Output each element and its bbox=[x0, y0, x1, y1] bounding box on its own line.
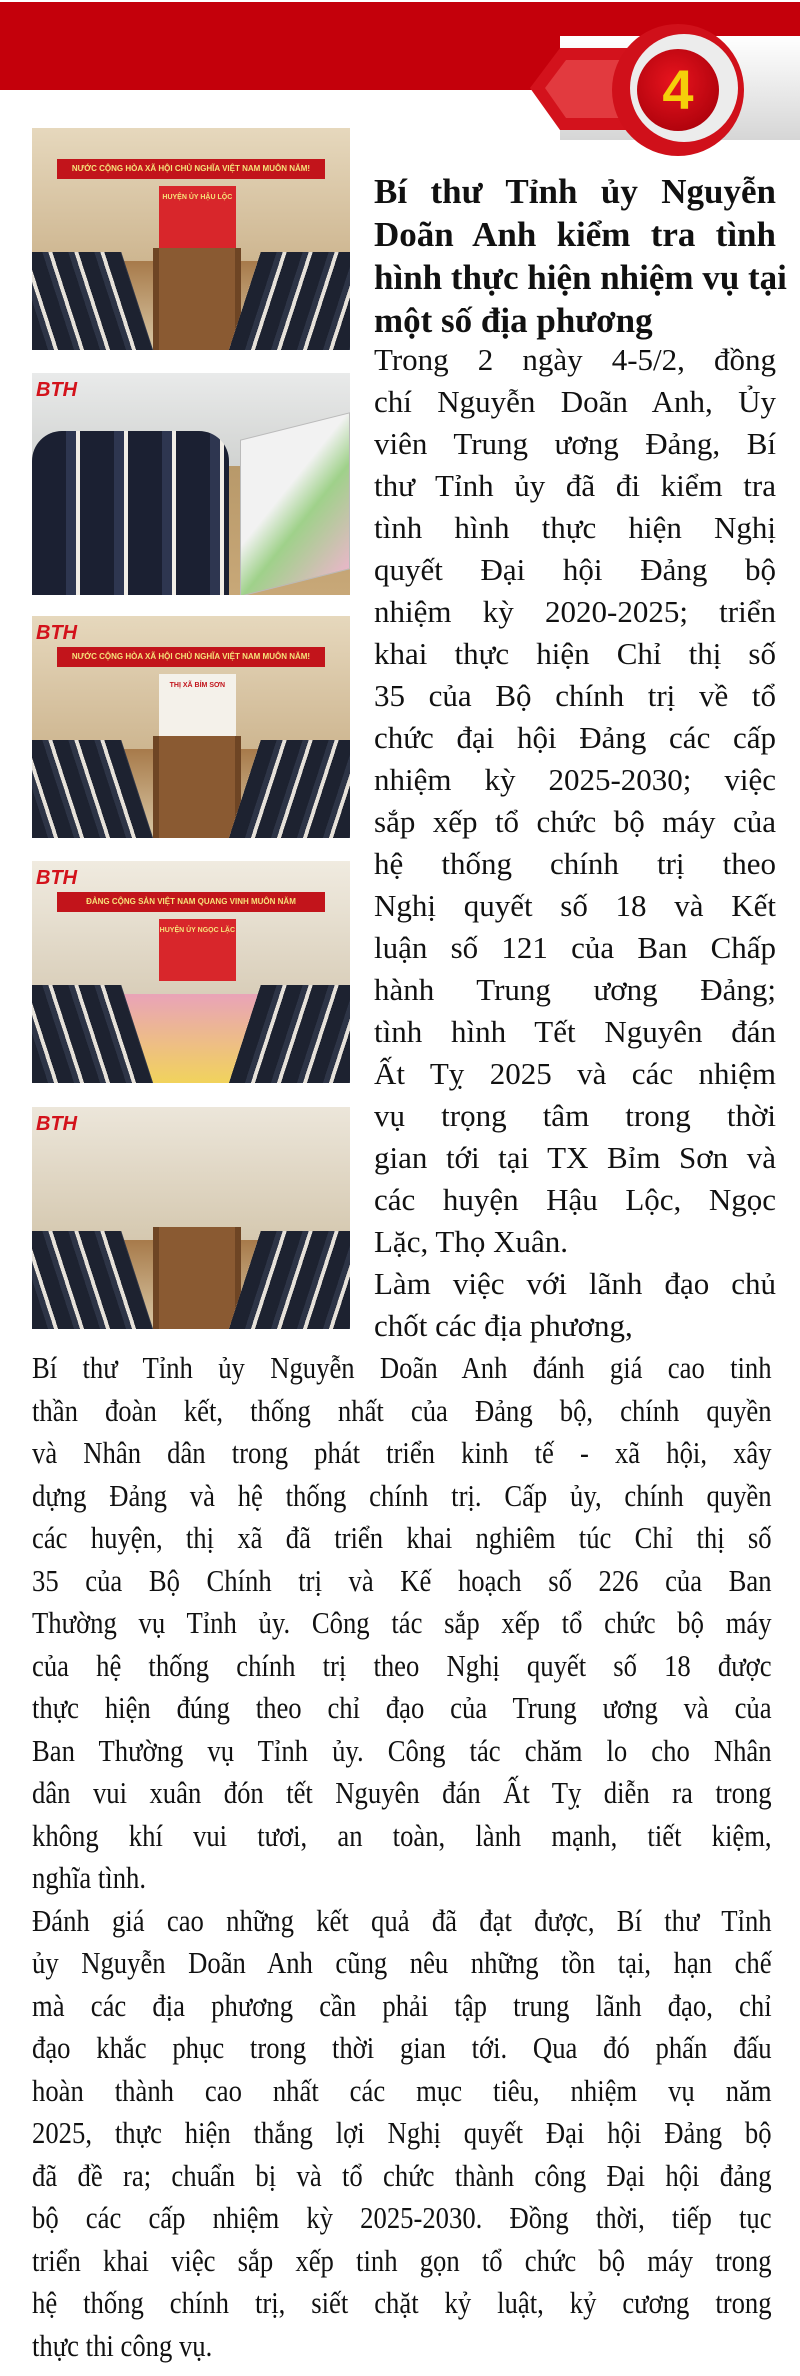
text-line: ủy Nguyễn Doãn Anh cũng nêu những tồn tại, hạn chế bbox=[32, 1945, 772, 1980]
title-line: Doãn Anh kiểm tra tình bbox=[374, 215, 776, 254]
text-line: đã đề ra; chuẩn bị và tổ chức thành công Đại hội đảng bbox=[32, 2157, 772, 2193]
text-line: các huyện, thị xã đã triển khai nghiêm túc Chỉ thị số bbox=[32, 1520, 772, 1555]
text-line: gian tới tại TX Bỉm Sơn và bbox=[374, 1140, 776, 1175]
photo-logo: BTH bbox=[36, 1113, 78, 1135]
title-line: một số địa phương bbox=[374, 301, 653, 340]
title-line: hình thực hiện nhiệm vụ tại bbox=[374, 258, 787, 297]
photo-meeting-bim-son bbox=[32, 616, 350, 838]
text-line: chức đại hội Đảng các cấp bbox=[374, 720, 776, 755]
photo-logo: BTH bbox=[36, 622, 78, 644]
photo-board: THỊ XÃ BỈM SƠN bbox=[159, 674, 235, 736]
article-title bbox=[374, 170, 787, 342]
text-line: Đánh giá cao những kết quả đã đạt được, Bí thư Tỉnh bbox=[32, 1902, 772, 1938]
text-line: thư Tỉnh ủy đã đi kiểm tra bbox=[374, 468, 776, 503]
text-line: Thường vụ Tỉnh ủy. Công tác sắp xếp tổ chức bộ máy bbox=[32, 1605, 772, 1640]
text-line: 35 của Bộ Chính trị và Kế hoạch số 226 của Ban bbox=[32, 1562, 772, 1598]
text-line: dân vui xuân đón tết Nguyên đán Ất Tỵ diễn ra trong bbox=[32, 1775, 772, 1810]
text-line: chốt các địa phương, bbox=[374, 1308, 633, 1343]
text-line: viên Trung ương Đảng, Bí bbox=[374, 426, 776, 461]
text-line: dựng Đảng và hệ thống chính trị. Cấp ủy, chính quyền bbox=[32, 1477, 772, 1513]
text-line: của hệ thống chính trị theo Nghị quyết số 18 được bbox=[32, 1647, 772, 1683]
text-line: hoàn thành cao nhất các mục tiêu, nhiệm vụ năm bbox=[32, 2072, 772, 2108]
text-line: nhiệm kỳ 2020-2025; triển bbox=[374, 594, 776, 629]
text-line: tình hình Tết Nguyên đán bbox=[374, 1014, 776, 1049]
article-body bbox=[32, 1347, 772, 2367]
text-line: Ban Thường vụ Tỉnh ủy. Công tác chăm lo cho Nhân bbox=[32, 1732, 772, 1768]
text-line: Bí thư Tỉnh ủy Nguyễn Doãn Anh đánh giá cao tinh bbox=[32, 1350, 772, 1385]
photo-meeting-tho-xuan bbox=[32, 1107, 350, 1329]
photo-logo: BTH bbox=[36, 379, 78, 401]
text-line: tình hình thực hiện Nghị bbox=[374, 510, 776, 545]
text-line: đạo khắc phục trong thời gian tới. Qua đó phấn đấu bbox=[32, 2030, 772, 2065]
text-line: nghĩa tình. bbox=[32, 1860, 147, 1895]
text-line: 2025, thực hiện thắng lợi Nghị quyết Đại hội Đảng bộ bbox=[32, 2115, 772, 2150]
photo-logo: BTH bbox=[36, 867, 78, 889]
article-intro bbox=[374, 339, 776, 1347]
text-line: không khí vui tươi, an toàn, lành mạnh, tiết kiệm, bbox=[32, 1817, 772, 1853]
text-line: sắp xếp tổ chức bộ máy của bbox=[374, 804, 776, 839]
text-line: nhiệm kỳ 2025-2030; việc bbox=[374, 762, 776, 797]
photo-field-inspection bbox=[32, 373, 350, 595]
text-line: Ất Tỵ 2025 và các nhiệm bbox=[374, 1056, 776, 1091]
text-line: 35 của Bộ chính trị về tổ bbox=[374, 678, 776, 713]
photo-banner: NƯỚC CỘNG HÒA XÃ HỘI CHỦ NGHĨA VIỆT NAM MUÔN NĂM! bbox=[57, 647, 324, 667]
title-line: Bí thư Tỉnh ủy Nguyễn bbox=[374, 172, 776, 211]
text-line: hệ thống chính trị theo bbox=[374, 846, 776, 881]
text-line: Lặc, Thọ Xuân. bbox=[374, 1224, 568, 1259]
text-line: hành Trung ương Đảng; bbox=[374, 972, 776, 1007]
text-line: hệ thống chính trị, siết chặt kỷ luật, kỷ cương trong bbox=[32, 2285, 772, 2320]
photo-banner: ĐẢNG CỘNG SẢN VIỆT NAM QUANG VINH MUÔN NĂM bbox=[57, 892, 324, 912]
text-line: quyết Đại hội Đảng bộ bbox=[374, 552, 776, 587]
text-line: bộ các cấp nhiệm kỳ 2025-2030. Đồng thời, tiếp tục bbox=[32, 2200, 772, 2235]
section-number: 4 bbox=[662, 58, 694, 121]
text-line: vụ trọng tâm trong thời bbox=[374, 1098, 776, 1133]
text-line: triển khai việc sắp xếp tinh gọn tổ chức bộ máy trong bbox=[32, 2242, 772, 2278]
text-line: thần đoàn kết, thống nhất của Đảng bộ, chính quyền bbox=[32, 1392, 772, 1428]
text-line: thực hiện đúng theo chỉ đạo của Trung ương và của bbox=[32, 1690, 772, 1725]
text-line: các huyện Hậu Lộc, Ngọc bbox=[374, 1182, 776, 1217]
photo-board: HUYỆN ỦY HẬU LỘC bbox=[159, 186, 235, 248]
text-line: Làm việc với lãnh đạo chủ bbox=[374, 1266, 776, 1301]
photo-board: HUYỆN ỦY NGỌC LẶC bbox=[159, 919, 235, 981]
text-line: mà các địa phương cần phải tập trung lãnh đạo, chỉ bbox=[32, 1987, 772, 2023]
text-line: chí Nguyễn Doãn Anh, Ủy bbox=[374, 384, 776, 419]
photo-banner: NƯỚC CỘNG HÒA XÃ HỘI CHỦ NGHĨA VIỆT NAM MUÔN NĂM! bbox=[57, 159, 324, 179]
text-line: khai thực hiện Chỉ thị số bbox=[374, 636, 776, 671]
photo-meeting-ngoc-lac bbox=[32, 861, 350, 1083]
text-line: và Nhân dân trong phát triển kinh tế - xã hội, xây bbox=[32, 1435, 772, 1470]
photo-meeting-hau-loc bbox=[32, 128, 350, 350]
text-line: Nghị quyết số 18 và Kết bbox=[374, 888, 776, 923]
text-line: Trong 2 ngày 4-5/2, đồng bbox=[374, 342, 776, 377]
text-line: luận số 121 của Ban Chấp bbox=[374, 930, 776, 965]
text-line: thực thi công vụ. bbox=[32, 2327, 213, 2363]
